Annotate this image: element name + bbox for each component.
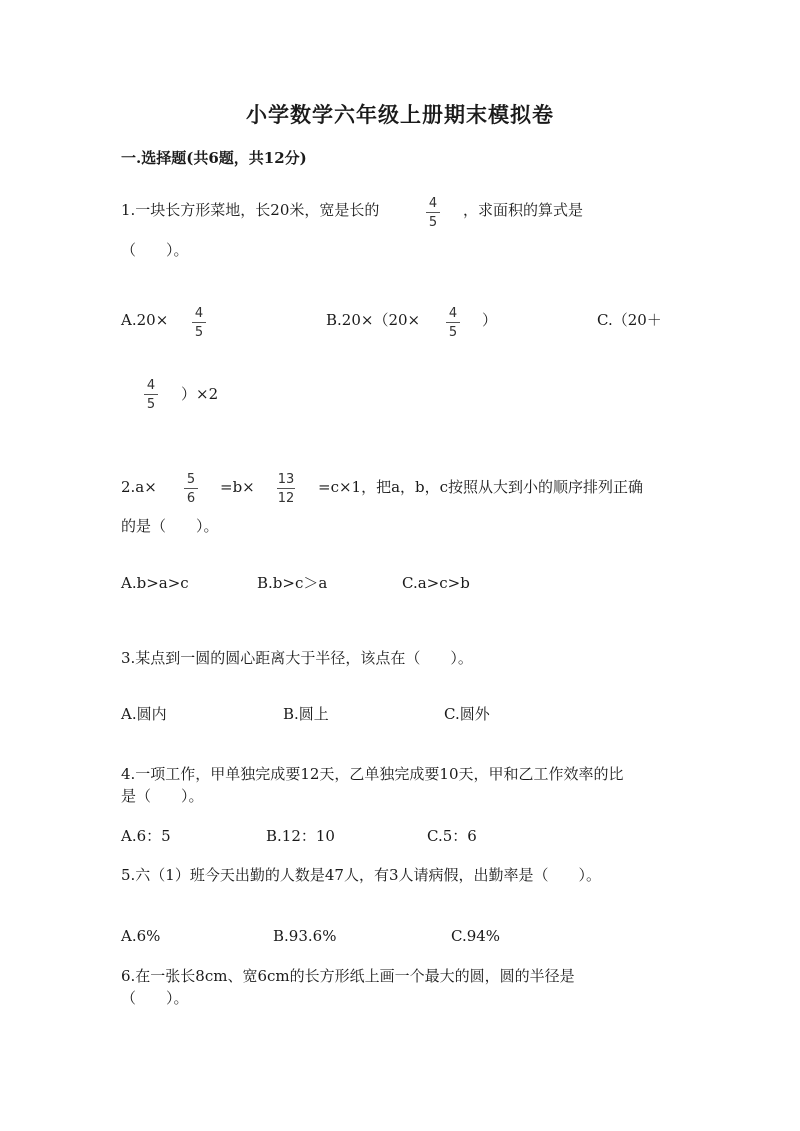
option-c[interactable]: C.（20＋ <box>597 311 662 329</box>
option-b[interactable]: B.20×（20× <box>326 311 421 329</box>
fraction-denominator: 5 <box>428 215 438 230</box>
fraction-denominator: 5 <box>194 325 204 340</box>
question-4-blank: 是（ ）。 <box>121 787 204 805</box>
option-a[interactable]: A.b>a>c <box>121 574 189 592</box>
option-c[interactable]: C.94% <box>451 927 501 945</box>
option-b-end: ） <box>482 311 498 329</box>
question-5-text: 5.六（1）班今天出勤的人数是47人，有3人请病假，出勤率是（ ）。 <box>121 866 601 884</box>
question-2-blank: 的是（ ）。 <box>121 517 219 535</box>
fraction-denominator: 5 <box>146 397 156 412</box>
question-2-fraction-1 <box>184 473 198 505</box>
question-1-blank: （ ）。 <box>121 241 189 259</box>
question-2-text-end: =c×1，把a，b，c按照从大到小的顺序排列正确 <box>318 478 644 496</box>
option-b[interactable]: B.圆上 <box>283 705 329 723</box>
option-b-fraction <box>446 307 460 339</box>
question-2-text-mid: =b× <box>220 478 255 496</box>
option-c[interactable]: C.圆外 <box>444 705 490 723</box>
fraction-numerator: 4 <box>448 306 458 321</box>
question-1-text-end: ，求面积的算式是 <box>463 201 584 219</box>
option-a[interactable]: A.圆内 <box>121 705 167 723</box>
option-c-end: ）×2 <box>181 385 219 403</box>
fraction-numerator: 4 <box>428 196 438 211</box>
option-a[interactable]: A.6：5 <box>121 827 171 845</box>
option-c-fraction <box>144 379 158 411</box>
section-heading: 一.选择题(共6题，共12分) <box>121 149 307 167</box>
option-b[interactable]: B.b>c＞a <box>257 574 328 592</box>
fraction-denominator: 12 <box>277 491 295 506</box>
fraction-denominator: 6 <box>186 491 196 506</box>
option-b[interactable]: B.12：10 <box>266 827 335 845</box>
question-1-fraction <box>426 197 440 229</box>
question-4-text: 4.一项工作，甲单独完成要12天，乙单独完成要10天，甲和乙工作效率的比 <box>121 765 624 783</box>
fraction-numerator: 13 <box>277 472 295 487</box>
option-a[interactable]: A.6% <box>121 927 161 945</box>
question-2-text-start: 2.a× <box>121 478 157 496</box>
option-a-fraction <box>192 307 206 339</box>
option-c[interactable]: C.a>c>b <box>402 574 470 592</box>
question-6-blank: （ ）。 <box>121 989 189 1007</box>
option-c[interactable]: C.5：6 <box>427 827 477 845</box>
fraction-numerator: 4 <box>146 378 156 393</box>
fraction-numerator: 4 <box>194 306 204 321</box>
question-6-text: 6.在一张长8cm、宽6cm的长方形纸上画一个最大的圆，圆的半径是 <box>121 967 575 985</box>
question-3-text: 3.某点到一圆的圆心距离大于半径，该点在（ ）。 <box>121 649 473 667</box>
option-b[interactable]: B.93.6% <box>273 927 337 945</box>
question-1-text-start: 1.一块长方形菜地，长20米，宽是长的 <box>121 201 380 219</box>
question-2-fraction-2 <box>277 473 295 505</box>
option-a[interactable]: A.20× <box>121 311 169 329</box>
page-title: 小学数学六年级上册期末模拟卷 <box>246 102 554 127</box>
fraction-denominator: 5 <box>448 325 458 340</box>
fraction-numerator: 5 <box>186 472 196 487</box>
